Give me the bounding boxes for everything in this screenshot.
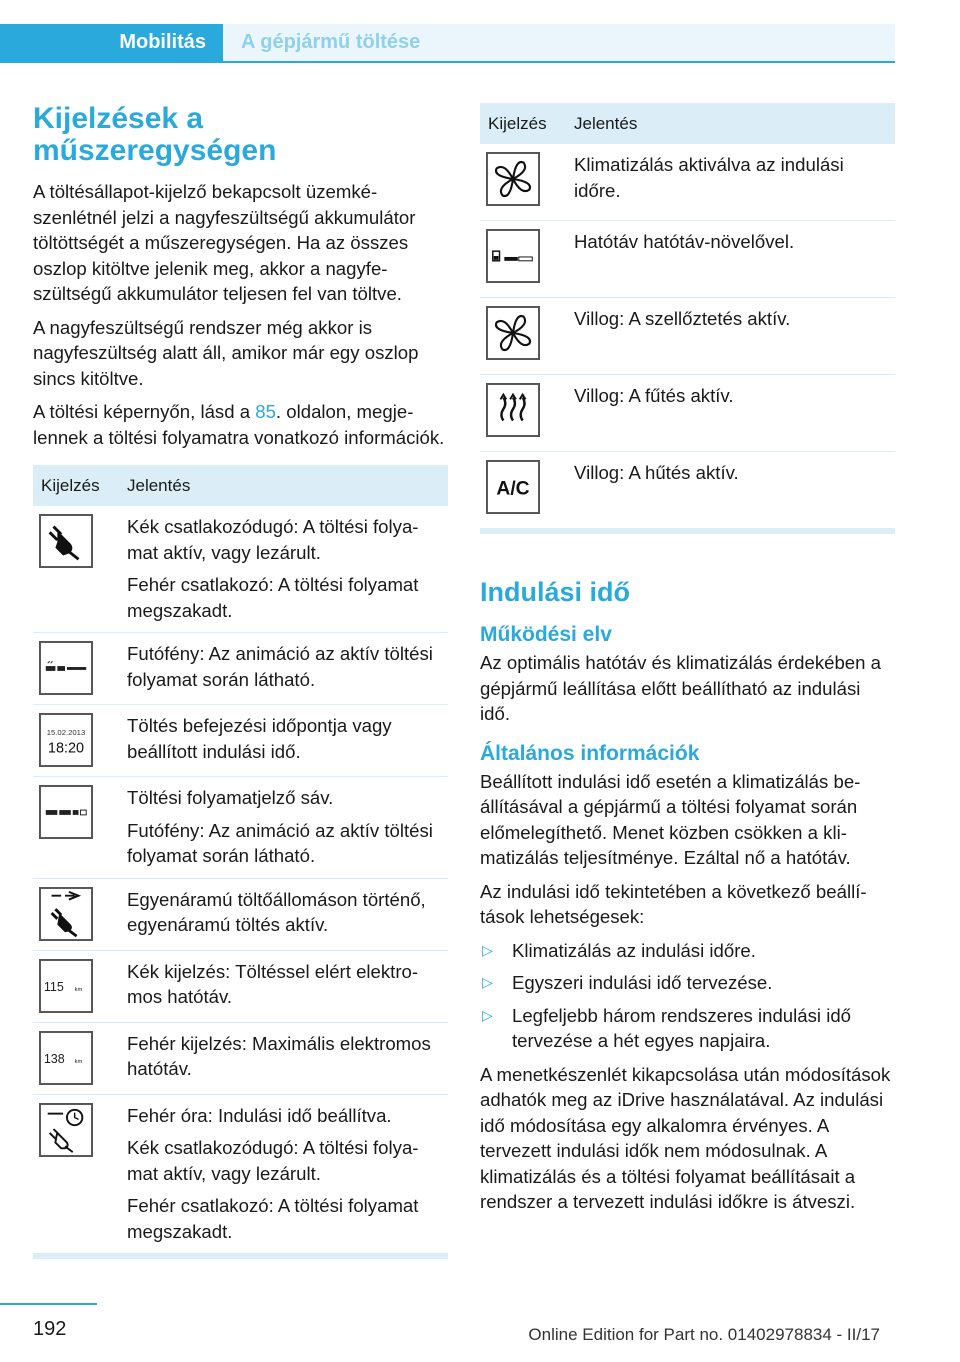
- header-section-tab[interactable]: Mobilitás: [0, 24, 223, 61]
- progress-bar-icon: [39, 785, 93, 839]
- intro-paragraph-1: A töltésállapot-kijelző bekapcsolt üzemkészenlétnél jelzi a nagyfeszültségű akkumulátor töltöttségét a műszeregységen. Ha az összes oszlop kitöltve jelenik meg, akkor a nagyfeszültségű akkumulátor teljesen fel van töltve.: [33, 181, 416, 304]
- table-row: [33, 1022, 448, 1094]
- row-text: Kék csatlakozódugó: A töltési folyamat aktív, vagy lezárult.: [127, 516, 419, 563]
- svg-text:115: 115: [43, 979, 64, 994]
- range-extender-icon: [486, 229, 540, 283]
- list-item: ▷ Egyszeri indulási idő tervezése.: [480, 970, 895, 996]
- left-column: [33, 103, 448, 1259]
- row-text: Villog: A hűtés aktív.: [574, 462, 739, 483]
- row-text: Futófény: Az animáció az aktív töltési folyamat során látható.: [127, 819, 433, 866]
- row-text: Villog: A szellőztetés aktív.: [574, 308, 791, 329]
- row-text: Villog: A fűtés aktív.: [574, 385, 734, 406]
- heating-icon: [486, 383, 540, 437]
- subsection-title-principle: Működési elv: [480, 623, 612, 646]
- table-header-row: [480, 103, 895, 144]
- row-text: Egyenáramú töltőállomáson történő, egyenáramú töltés aktív.: [127, 888, 426, 935]
- dc-charging-icon: [39, 887, 93, 941]
- row-text: Fehér csatlakozó: A töltési folyamat megszakadt.: [127, 1195, 419, 1242]
- clock-plug-icon: [39, 1103, 93, 1157]
- plug-icon: [39, 514, 93, 568]
- ac-icon: [486, 460, 540, 514]
- right-column: [480, 103, 895, 1223]
- row-text: Fehér óra: Indulási idő beállítva.: [127, 1104, 392, 1126]
- svg-text:A/C: A/C: [496, 478, 530, 500]
- table-row: [33, 633, 448, 705]
- principle-paragraph: Az optimális hatótáv és klimatizálás érdekében a gépjármű leállítása előtt beállítható az indulási idő.: [480, 652, 882, 724]
- edition-note: Online Edition for Part no. 01402978834 - II/17: [528, 1325, 880, 1344]
- header-divider: [0, 61, 895, 63]
- column-header-display: Kijelzés: [33, 465, 121, 506]
- page-number: 192: [33, 1318, 67, 1340]
- fan-icon: [486, 152, 540, 206]
- table-row: [480, 144, 895, 221]
- table-end-bar: [480, 529, 895, 534]
- closing-paragraph: A menetkészenlét kikapcsolása után módosítások adhatók meg az iDrive használatával. Az indulási idő módosítása egy alkalomra érvényes. A tervezett indulási idők nem módosulnak. A klimatizálás és a töltési folyamat beállításait a rendszer a tervezett indulási időkre is átveszi.: [480, 1063, 891, 1212]
- list-item: ▷ Klimatizálás az indulási időre.: [480, 938, 895, 964]
- section-title-departure: Indulási idő: [480, 577, 631, 607]
- table-row: [33, 506, 448, 633]
- row-text: Töltési folyamatjelző sáv.: [127, 787, 334, 808]
- column-header-meaning: Jelentés: [568, 103, 895, 144]
- row-text: Töltés befejezési időpontja vagy beállított indulási idő.: [127, 715, 392, 762]
- table-row: [33, 878, 448, 950]
- triangle-bullet-icon: ▷: [482, 1006, 493, 1023]
- svg-text:km: km: [74, 1058, 83, 1065]
- footer-divider: [0, 1303, 97, 1305]
- range-display-icon: [39, 1031, 93, 1085]
- intro-paragraph-3: A töltési képernyőn, lásd a 85. oldalon, megjelennek a töltési folyamatra vonatkozó információk.: [33, 401, 445, 448]
- display-table-left: [33, 465, 448, 1254]
- triangle-bullet-icon: ▷: [482, 974, 493, 990]
- general-paragraph-1: Beállított indulási idő esetén a klimatizálás beállításával a gépjármű a töltési folyamat során előmelegíthető. Menet közben csökken a klimatizálás teljesítménye. Ezáltal nő a hatótáv.: [480, 770, 861, 868]
- row-text: Klimatizálás aktiválva az indulási időre.: [574, 154, 844, 201]
- row-text: Kék csatlakozódugó: A töltési folyamat aktív, vagy lezárult.: [127, 1137, 419, 1184]
- table-row: [33, 950, 448, 1022]
- table-end-bar: [33, 1254, 448, 1259]
- table-header-row: [33, 465, 448, 506]
- table-row: [33, 777, 448, 879]
- table-row: [33, 705, 448, 777]
- datetime-display-icon: [39, 713, 93, 767]
- column-header-display: Kijelzés: [480, 103, 568, 144]
- section-title: Kijelzések a műszeregységen: [33, 102, 277, 167]
- row-text: Kék kijelzés: Töltéssel elért elektromos hatótáv.: [127, 960, 419, 1007]
- svg-text:138: 138: [43, 1051, 65, 1066]
- header-subsection[interactable]: A gépjármű töltése: [241, 31, 421, 53]
- list-item: ▷ Legfeljebb három rendszeres indulási idő tervezése a hét egyes napjaira.: [482, 1004, 852, 1051]
- intro-paragraph-2: A nagyfeszültségű rendszer még akkor is nagyfeszültség alatt áll, amikor már egy oszlop sincs kitöltve.: [33, 316, 419, 389]
- display-table-right: [480, 103, 895, 529]
- table-row: [480, 375, 895, 452]
- table-row: [480, 221, 895, 298]
- svg-text:18:20: 18:20: [47, 740, 85, 757]
- triangle-bullet-icon: ▷: [482, 941, 493, 958]
- table-row: [480, 298, 895, 375]
- column-header-meaning: Jelentés: [121, 465, 448, 506]
- svg-text:km: km: [74, 986, 83, 993]
- page-link[interactable]: 85: [255, 401, 276, 422]
- subsection-title-general: Általános információk: [480, 741, 700, 765]
- row-text: Futófény: Az animáció az aktív töltési folyamat során látható.: [127, 643, 433, 690]
- table-row: [33, 1094, 448, 1254]
- row-text: Fehér kijelzés: Maximális elektromos hatótáv.: [127, 1032, 431, 1079]
- range-display-icon: [39, 959, 93, 1013]
- svg-text:15.02.2013: 15.02.2013: [46, 728, 86, 738]
- table-row: [480, 452, 895, 529]
- row-text: Fehér csatlakozó: A töltési folyamat megszakadt.: [127, 574, 419, 621]
- general-paragraph-2: Az indulási idő tekintetében a következő beállítások lehetségesek:: [480, 880, 867, 927]
- fan-icon: [486, 306, 540, 360]
- options-list: [480, 938, 895, 1054]
- row-text: Hatótáv hatótáv-növelővel.: [574, 231, 795, 252]
- charging-bar-animation-icon: [39, 641, 93, 695]
